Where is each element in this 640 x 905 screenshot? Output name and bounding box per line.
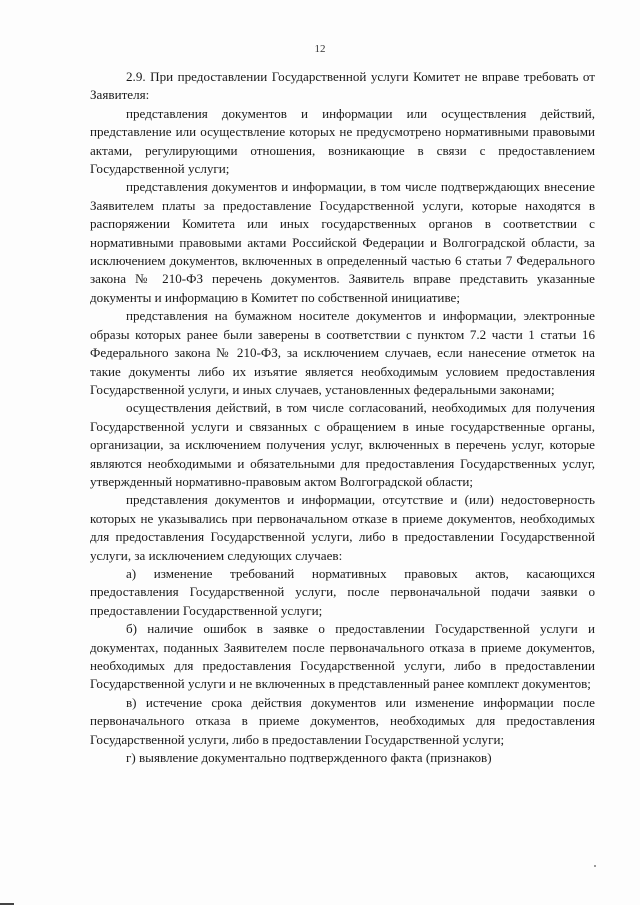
paragraph-item: представления документов и информации, в том числе подтверждающих внесение Заявителем платы за предоставление Государственной услуги, которые находятся в распоряжении Комитета или иных государственных органов в соответствии с нормативными правовыми актами Российской Федерации и Волгоградской области, за исключением документов, включенных в определенный частью 6 статьи 7 Федерального закона № 210-ФЗ перечень документов. Заявитель вправе представить указанные документы и информацию в Комитет по собственной инициативе; <box>90 179 595 305</box>
paragraph-subitem-g: г) выявление документально подтвержденного факта (признаков) <box>126 750 492 766</box>
paragraph-item: представления документов и информации или осуществления действий, представление или осуществление которых не предусмотрено нормативными правовыми актами, регулирующими отношения, возникающие в связи с предоставлением Государственной услуги; <box>90 105 595 177</box>
page-number: 12 <box>314 43 326 55</box>
paragraph-subitem-a: а) изменение требований нормативных правовых актов, касающихся предоставления Государственной услуги, после первоначальной подачи заявки о предоставлении Государственной услуги; <box>90 565 595 618</box>
paragraph-item: представления документов и информации, отсутствие и (или) недостоверность которых не указывались при первоначальном отказе в приеме документов, необходимых для предоставления Государственной услуги, либо в предоставлении Государственной услуги, за исключением следующих случаев: <box>90 492 595 563</box>
document-body <box>90 68 595 767</box>
paragraph-item: осуществления действий, в том числе согласований, необходимых для получения Государственной услуги и связанных с обращением в иные государственные органы, организации, за исключением получения услуг, включенных в перечень услуг, которые являются необходимыми и обязательными для предоставления Государственных услуг, утвержденный нормативно-правовым актом Волгоградской области; <box>90 400 595 489</box>
paragraph-2-9: 2.9. При предоставлении Государственной услуги Комитет не вправе требовать от Заявителя: <box>90 69 595 103</box>
paragraph-subitem-v: в) истечение срока действия документов или изменение информации после первоначального отказа в приеме документов, необходимых для предоставления Государственной услуги, либо в предоставлении Государственной услуги; <box>90 694 595 747</box>
paragraph-subitem-b: б) наличие ошибок в заявке о предоставлении Государственной услуги и документах, поданных Заявителем после первоначального отказа в приеме документов, необходимых для предоставления Государственной услуги, либо в предоставлении Государственной услуги и не включенных в представленный ранее комплект документов; <box>90 621 595 692</box>
scan-dot <box>594 865 596 867</box>
paragraph-item: представления на бумажном носителе документов и информации, электронные образы которых ранее были заверены в соответствии с пунктом 7.2 части 1 статьи 16 Федерального закона № 210-ФЗ, за исключением случаев, если нанесение отметок на такие документы либо их изъятие является необходимым условием предоставления Государственной услуги, и иных случаев, установленных федеральными законами; <box>90 308 595 397</box>
